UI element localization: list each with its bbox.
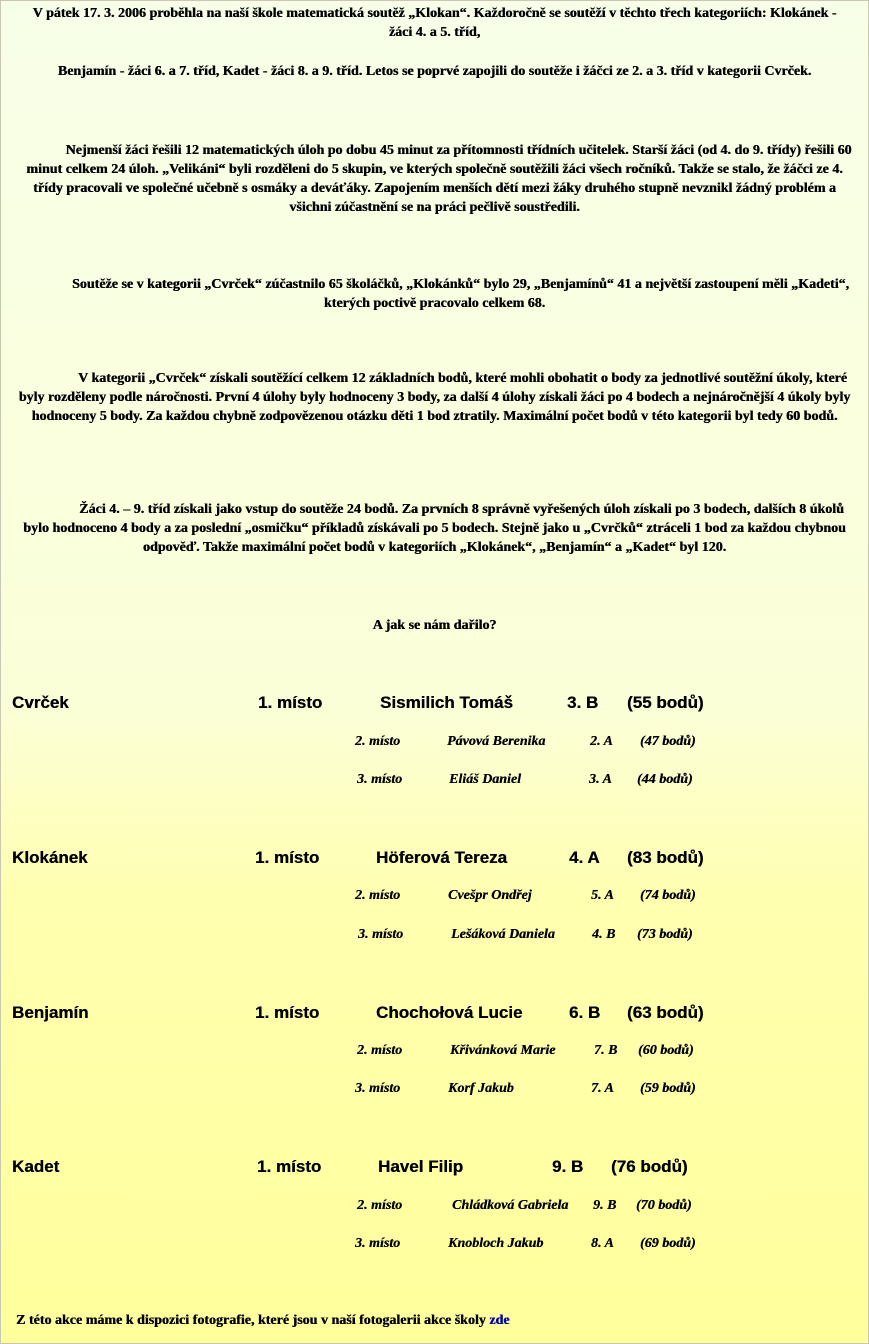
second-place-label: 2. místo	[357, 1198, 403, 1213]
third-place-class: 7. A	[591, 1081, 614, 1096]
first-place-class: 4. A	[569, 848, 600, 867]
category-klokanek: Klokánek	[12, 848, 88, 867]
category-kadet: Kadet	[12, 1157, 60, 1176]
intro-paragraph-5: V kategorii „Cvrček“ získali soutěžící celkem 12 základních bodů, které mohli obohatit o body za jednotlivé soutěžní úkoly, které byly rozděleny podle náročnosti. První 4 úlohy byly hodnoceny 3 body, za další 4 úlohy získali žáci po 4 bodech a nejnáročnější 4 úkoly byly hodnoceny 5 body. Za každou chybně zodpovězenou otázku děti 1 bod ztratily. Maximální počet bodů v této kategorii byl tedy 60 bodů.	[18, 371, 851, 424]
first-place-points: (76 bodů)	[611, 1157, 688, 1176]
intro-paragraph-1	[12, 4, 857, 42]
third-place-name: Eliáš Daniel	[449, 772, 521, 787]
third-place-class: 4. B	[592, 927, 616, 942]
third-place-points: (69 bodů)	[640, 1236, 696, 1251]
first-place-name: Havel Filip	[378, 1157, 464, 1176]
intro-paragraph-4: Soutěže se v kategorii „Cvrček“ zúčastnilo 65 školáčků, „Klokánků“ bylo 29, „Benjamínů“ 41 a největší zastoupení měli „Kadeti“, kterých poctivě pracovalo celkem 68.	[71, 277, 849, 311]
intro-p1-line2: žáci 4. a 5. tříd,	[388, 25, 481, 40]
first-place-points: (83 bodů)	[627, 848, 704, 867]
second-place-name: Křivánková Marie	[450, 1043, 556, 1058]
second-place-name: Chládková Gabriela	[452, 1198, 569, 1213]
second-place-class: 2. A	[590, 734, 613, 749]
first-place-points: (55 bodů)	[627, 693, 704, 712]
second-place-label: 2. místo	[357, 1043, 403, 1058]
second-place-label: 2. místo	[355, 734, 401, 749]
first-place-name: Sismilich Tomáš	[380, 693, 513, 712]
first-place-name: Höferová Tereza	[376, 848, 508, 867]
third-place-points: (59 bodů)	[640, 1081, 696, 1096]
second-place-name: Cvešpr Ondřej	[448, 888, 532, 903]
third-place-name: Knobloch Jakub	[448, 1236, 544, 1251]
first-place-class: 3. B	[567, 693, 599, 712]
second-place-name: Pávová Berenika	[447, 734, 546, 749]
third-place-label: 3. místo	[357, 772, 403, 787]
second-place-points: (74 bodů)	[640, 888, 696, 903]
footer-note	[16, 1311, 509, 1330]
second-place-points: (60 bodů)	[638, 1043, 694, 1058]
first-place-label: 1. místo	[258, 693, 323, 712]
third-place-class: 3. A	[589, 772, 612, 787]
gallery-link[interactable]: zde	[489, 1313, 510, 1328]
third-place-label: 3. místo	[355, 1236, 401, 1251]
first-place-name: Chochołová Lucie	[376, 1003, 523, 1022]
first-place-class: 9. B	[552, 1157, 584, 1176]
footer-text: Z této akce máme k dispozici fotografie, které jsou v naší fotogalerii akce školy	[16, 1313, 486, 1328]
third-place-name: Korf Jakub	[448, 1081, 514, 1096]
third-place-label: 3. místo	[355, 1081, 401, 1096]
second-place-class: 5. A	[591, 888, 614, 903]
third-place-name: Lešáková Daniela	[451, 927, 555, 942]
second-place-points: (47 bodů)	[640, 734, 696, 749]
third-place-points: (44 bodů)	[637, 772, 693, 787]
first-place-label: 1. místo	[255, 1003, 320, 1022]
intro-paragraph-3: Nejmenší žáci řešili 12 matematických úloh po dobu 45 minut za přítomnosti třídních učitelek. Starší žáci (od 4. do 9. třídy) řešili 60 minut celkem 24 úloh. „Velikáni“ byli rozděleni do 5 skupin, ve kterých společně soutěžili žáci všech ročníků. Takže se stalo, že žáčci ze 4. třídy pracovali ve společné učebně s osmáky a deváťáky. Zapojením menších dětí mezi žáky druhého stupně nevznikl žádný problém a všichni zúčastnění se na práci pečlivě soustředili.	[26, 143, 852, 215]
second-place-points: (70 bodů)	[636, 1198, 692, 1213]
results-question: A jak se nám dařilo?	[372, 618, 497, 633]
third-place-label: 3. místo	[358, 927, 404, 942]
second-place-class: 7. B	[594, 1043, 618, 1058]
category-cvrcek: Cvrček	[12, 693, 69, 712]
first-place-class: 6. B	[569, 1003, 601, 1022]
first-place-points: (63 bodů)	[627, 1003, 704, 1022]
first-place-label: 1. místo	[255, 848, 320, 867]
intro-p1-line1: V pátek 17. 3. 2006 proběhla na naší škole matematická soutěž „Klokan“. Každoročně se soutěží v těchto třech kategoriích: Klokánek -	[32, 6, 837, 21]
first-place-label: 1. místo	[257, 1157, 322, 1176]
third-place-points: (73 bodů)	[637, 927, 693, 942]
third-place-class: 8. A	[591, 1236, 614, 1251]
intro-paragraph-2: Benjamín - žáci 6. a 7. tříd, Kadet - žáci 8. a 9. tříd. Letos se poprvé zapojili do soutěže i žáčci ze 2. a 3. tříd v kategorii Cvrček.	[57, 64, 812, 79]
intro-paragraph-6: Žáci 4. – 9. tříd získali jako vstup do soutěže 24 bodů. Za prvních 8 správně vyřešených úloh získali po 3 bodech, dalších 8 úkolů bylo hodnoceno 4 body a za poslední „osmičku“ příkladů získávali po 5 bodech. Stejně jako u „Cvrčků“ ztráceli 1 bod za každou chybnou odpověď. Takže maximální počet bodů v kategoriích „Klokánek“, „Benjamín“ a „Kadet“ byl 120.	[23, 502, 846, 555]
category-benjamin: Benjamín	[12, 1003, 89, 1022]
second-place-class: 9. B	[593, 1198, 617, 1213]
second-place-label: 2. místo	[355, 888, 401, 903]
